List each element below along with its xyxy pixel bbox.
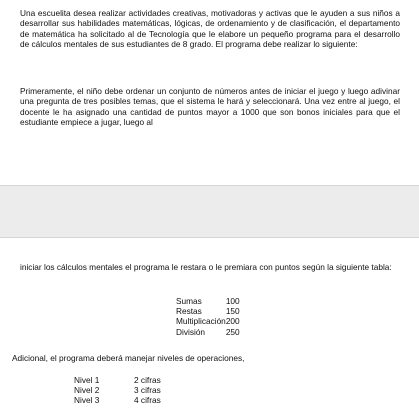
points-cell: 100 — [225, 296, 240, 306]
operation-cell: Sumas — [176, 296, 202, 306]
table-row — [176, 316, 240, 326]
additional-paragraph: Adicional, el programa deberá manejar niveles de operaciones, — [12, 353, 245, 363]
digits-cell: 4 cifras — [134, 395, 161, 406]
points-cell: 250 — [225, 326, 240, 337]
first-step-paragraph: Primeramente, el niño debe ordenar un conjunto de números antes de iniciar el juego y luego adivinar una pregunta de tres posibles temas, que el sistema le hará y seleccionará. Una vez entre al juego, el docente le ha asignado una cantidad de puntos mayor a 1000 que son bonos iniciales para que el estudiante empiece a jugar, luego al — [20, 86, 400, 128]
operation-cell: Multiplicación — [176, 316, 226, 327]
operation-cell: División — [176, 326, 206, 337]
operation-cell: Restas — [176, 306, 202, 317]
points-cell: 200 — [225, 316, 240, 327]
score-table — [176, 296, 240, 337]
table-row — [176, 327, 240, 337]
document-page-1 — [0, 0, 419, 185]
page-separator — [0, 185, 419, 238]
digits-cell: 2 cifras — [134, 375, 161, 385]
intro-paragraph: Una escuelita desea realizar actividades creativas, motivadoras y activas que le ayuden a sus niños a desarrollar sus habilidades matemáticas, lógicas, de ordenamiento y de clasificación, el departamento de matemática ha solicitado al de Tecnología que le elabore un pequeño programa para el desarrollo de cálculos mentales de sus estudiantes de 8 grado. El programa debe realizar lo siguiente: — [20, 8, 400, 50]
levels-table — [74, 375, 161, 406]
points-cell: 150 — [225, 306, 240, 317]
table-row — [74, 375, 161, 385]
table-row — [176, 306, 240, 316]
digits-cell: 3 cifras — [134, 385, 161, 396]
level-cell: Nivel 2 — [74, 385, 100, 396]
table-row — [74, 395, 161, 405]
level-cell: Nivel 1 — [74, 375, 100, 385]
table-row — [176, 296, 240, 306]
level-cell: Nivel 3 — [74, 395, 100, 406]
table-row — [74, 385, 161, 395]
continuation-paragraph: iniciar los cálculos mentales el programa le restara o le premiara con puntos según la siguiente tabla: — [20, 262, 392, 272]
